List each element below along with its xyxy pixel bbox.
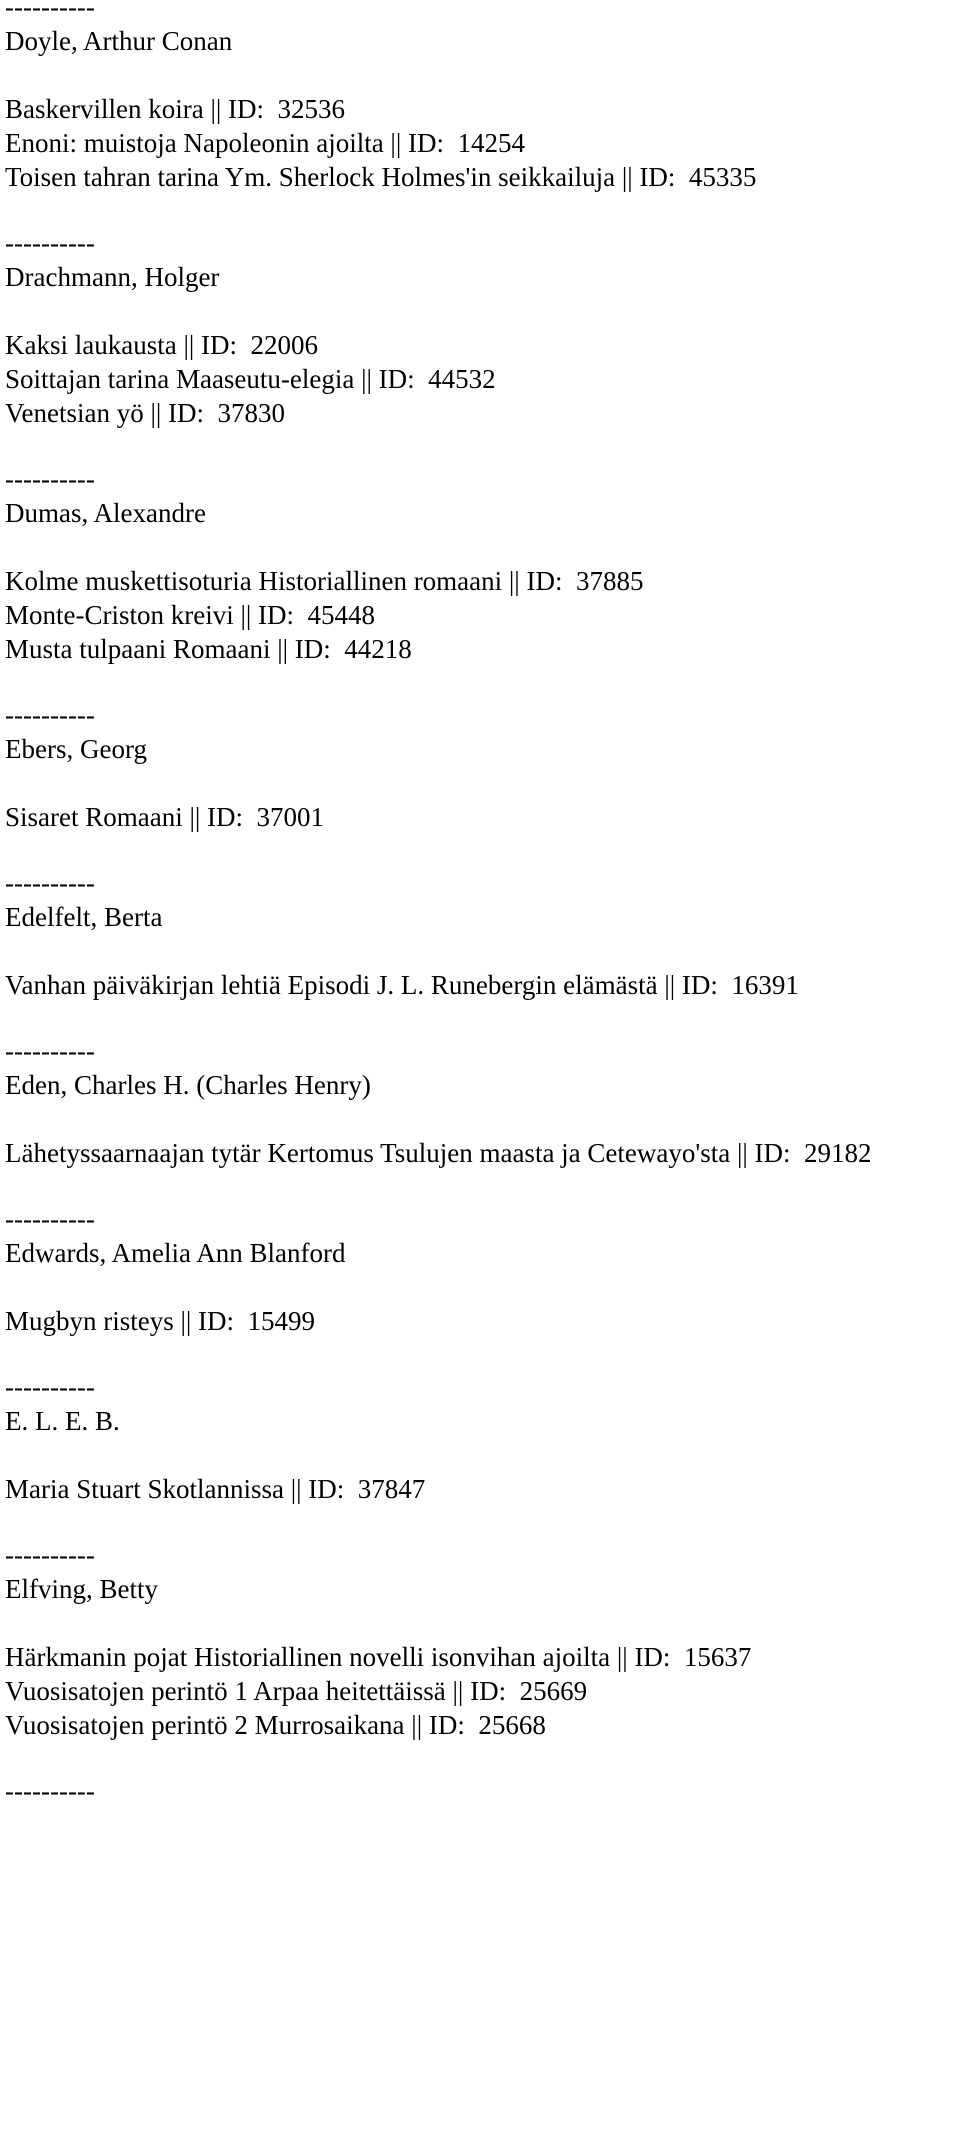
separator-line: ---------- (5, 0, 95, 22)
author-name: Ebers, Georg (5, 734, 147, 764)
work-item: Vuosisatojen perintö 2 Murrosaikana || ID: 25668 (5, 1710, 546, 1740)
author-name: E. L. E. B. (5, 1406, 120, 1436)
work-item: Maria Stuart Skotlannissa || ID: 37847 (5, 1474, 426, 1504)
author-listing (5, 0, 955, 1808)
separator-line: ---------- (5, 1540, 95, 1570)
separator-line: ---------- (5, 228, 95, 258)
author-entry (5, 1404, 955, 1572)
author-entry (5, 900, 955, 1068)
separator-line: ---------- (5, 700, 95, 730)
work-item: Vuosisatojen perintö 1 Arpaa heitettäissä || ID: 25669 (5, 1676, 588, 1706)
separator-line: ---------- (5, 868, 95, 898)
work-item: Lähetyssaarnaajan tytär Kertomus Tsulujen maasta ja Cetewayo'sta || ID: 29182 (5, 1138, 872, 1168)
author-name: Eden, Charles H. (Charles Henry) (5, 1070, 371, 1100)
work-item: Kaksi laukausta || ID: 22006 (5, 330, 319, 360)
blank-line (5, 834, 955, 866)
blank-line (5, 666, 955, 698)
blank-line (5, 1102, 955, 1136)
work-item: Venetsian yö || ID: 37830 (5, 398, 286, 428)
blank-line (5, 934, 955, 968)
blank-line (5, 58, 955, 92)
author-entry (5, 732, 955, 900)
author-name: Drachmann, Holger (5, 262, 220, 292)
blank-line (5, 1270, 955, 1304)
author-name: Doyle, Arthur Conan (5, 26, 233, 56)
work-item: Mugbyn risteys || ID: 15499 (5, 1306, 316, 1336)
author-name: Edwards, Amelia Ann Blanford (5, 1238, 346, 1268)
separator-line: ---------- (5, 1204, 95, 1234)
author-name: Edelfelt, Berta (5, 902, 163, 932)
author-entry (5, 1068, 955, 1236)
blank-line (5, 1170, 955, 1202)
blank-line (5, 294, 955, 328)
blank-line (5, 1506, 955, 1538)
work-item: Soittajan tarina Maaseutu-elegia || ID: 44532 (5, 364, 496, 394)
blank-line (5, 1002, 955, 1034)
blank-line (5, 530, 955, 564)
author-entry (5, 260, 955, 496)
author-entry (5, 496, 955, 732)
blank-line (5, 430, 955, 462)
author-entry (5, 1572, 955, 1808)
blank-line (5, 1606, 955, 1640)
blank-line (5, 766, 955, 800)
entries-list (5, 24, 955, 1808)
author-entry (5, 1236, 955, 1404)
blank-line (5, 1338, 955, 1370)
separator-line: ---------- (5, 1776, 95, 1806)
work-item: Enoni: muistoja Napoleonin ajoilta || ID: 14254 (5, 128, 525, 158)
separator-line: ---------- (5, 1036, 95, 1066)
separator-line: ---------- (5, 464, 95, 494)
work-item: Baskervillen koira || ID: 32536 (5, 94, 345, 124)
blank-line (5, 1742, 955, 1774)
work-item: Härkmanin pojat Historiallinen novelli isonvihan ajoilta || ID: 15637 (5, 1642, 752, 1672)
blank-line (5, 1438, 955, 1472)
work-item: Sisaret Romaani || ID: 37001 (5, 802, 325, 832)
author-name: Elfving, Betty (5, 1574, 158, 1604)
work-item: Toisen tahran tarina Ym. Sherlock Holmes'in seikkailuja || ID: 45335 (5, 162, 757, 192)
work-item: Vanhan päiväkirjan lehtiä Episodi J. L. Runebergin elämästä || ID: 16391 (5, 970, 799, 1000)
separator-line: ---------- (5, 1372, 95, 1402)
work-item: Kolme muskettisoturia Historiallinen romaani || ID: 37885 (5, 566, 644, 596)
blank-line (5, 194, 955, 226)
work-item: Monte-Criston kreivi || ID: 45448 (5, 600, 376, 630)
author-name: Dumas, Alexandre (5, 498, 206, 528)
work-item: Musta tulpaani Romaani || ID: 44218 (5, 634, 412, 664)
author-entry (5, 24, 955, 260)
